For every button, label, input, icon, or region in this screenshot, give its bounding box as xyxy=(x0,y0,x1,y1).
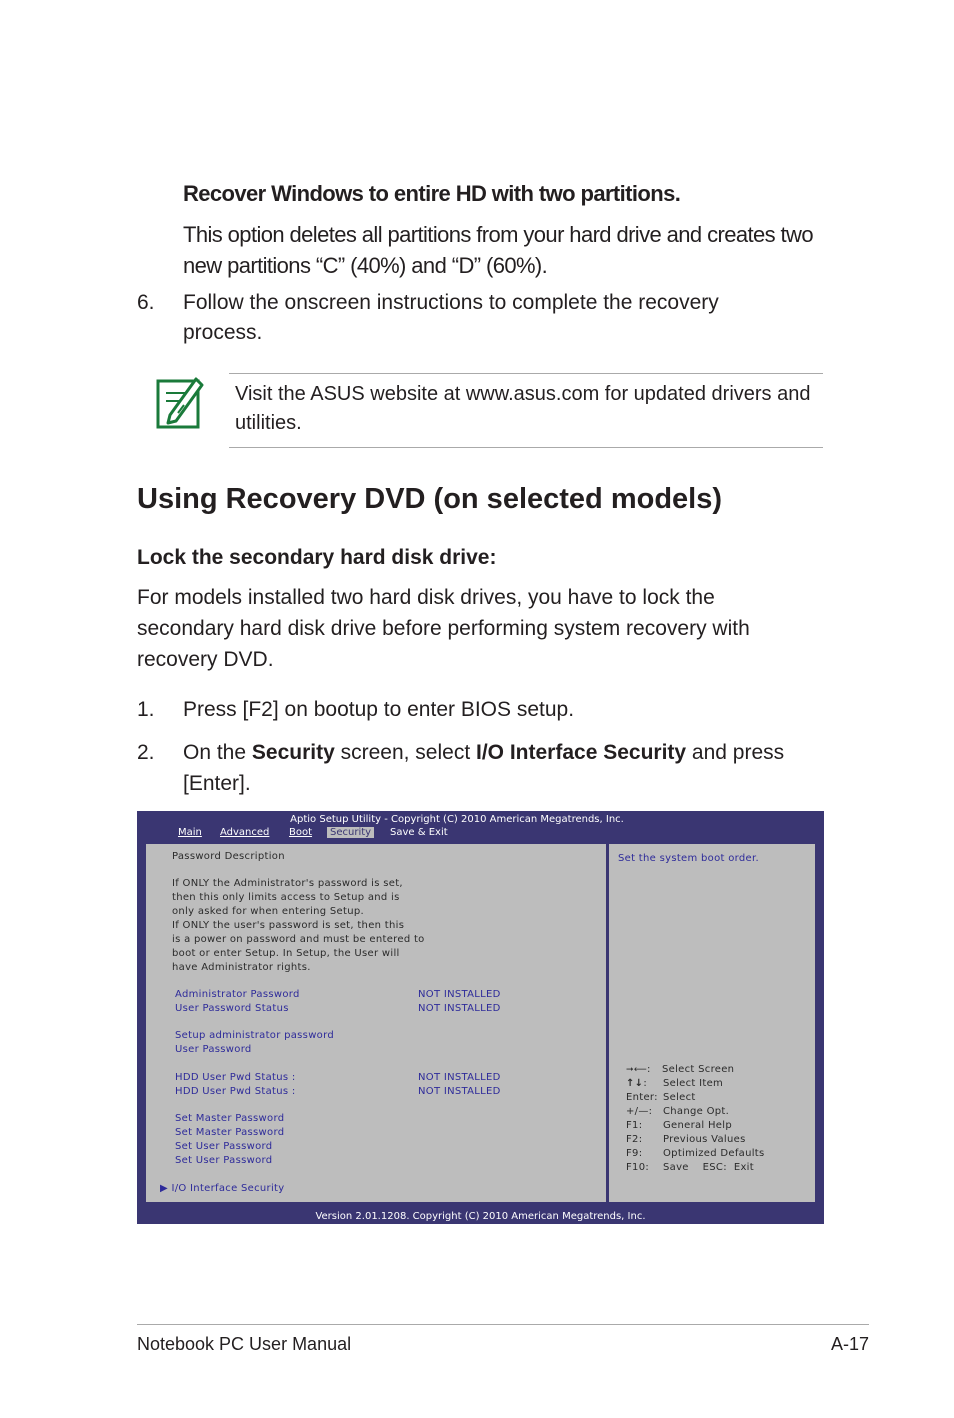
note-text-line-2: utilities. xyxy=(235,412,302,434)
bios-key-row: F9: Optimized Defaults xyxy=(626,1148,765,1159)
bios-key-row: Enter: Select xyxy=(626,1092,696,1103)
bios-set-user-password[interactable]: Set User Password xyxy=(175,1141,273,1152)
intro-line-1: For models installed two hard disk drives, you have to lock the xyxy=(137,586,715,609)
note-top-rule xyxy=(229,373,823,374)
bios-key-row: ↑↓: Select Item xyxy=(626,1078,724,1089)
left-right-arrows-icon: ➞⟵ xyxy=(626,1065,648,1075)
bios-hdd-status-value: NOT INSTALLED xyxy=(418,1086,501,1097)
bios-desc-line: If ONLY the Administrator's password is set, xyxy=(172,878,403,889)
note-text-line-1: Visit the ASUS website at www.asus.com for updated drivers and xyxy=(235,383,811,405)
bios-footer: Version 2.01.1208. Copyright (C) 2010 American Megatrends, Inc. xyxy=(315,1211,646,1222)
bios-hdd-status-value: NOT INSTALLED xyxy=(418,1072,501,1083)
submenu-arrow-icon: ▶ xyxy=(160,1183,168,1194)
step-2-post: and press xyxy=(686,741,785,764)
bios-key-row: F2: Previous Values xyxy=(626,1134,746,1145)
recover-description-line-2: new partitions “C” (40%) and “D” (60%). xyxy=(183,253,548,278)
bios-hdd-status-label: HDD User Pwd Status : xyxy=(175,1086,296,1097)
bios-desc-line: only asked for when entering Setup. xyxy=(172,906,364,917)
step-2-security: Security xyxy=(251,741,335,764)
bios-desc-line: is a power on password and must be entered to xyxy=(172,934,425,945)
bios-tab-save-exit[interactable]: Save & Exit xyxy=(390,827,448,838)
bios-status-value: NOT INSTALLED xyxy=(418,1003,501,1014)
bios-help-text: Set the system boot order. xyxy=(618,853,759,864)
bios-key-desc: Save ESC: Exit xyxy=(663,1162,754,1173)
step-2-mid: screen, select xyxy=(334,741,476,764)
step-1-number: 1. xyxy=(137,698,155,721)
bios-help-pane xyxy=(609,844,815,1202)
bios-status-label: User Password Status xyxy=(175,1003,289,1014)
page-number: A-17 xyxy=(830,1334,869,1354)
bios-left-pane xyxy=(146,844,606,1202)
step-2-io-security: I/O Interface Security xyxy=(476,741,687,764)
bios-key-row: F10: Save ESC: Exit xyxy=(626,1162,754,1173)
bios-key-desc: General Help xyxy=(663,1120,732,1131)
note-pencil-icon xyxy=(156,375,206,431)
bios-tab-main[interactable]: Main xyxy=(178,827,202,838)
bios-set-master-password[interactable]: Set Master Password xyxy=(175,1127,285,1138)
bios-tab-advanced[interactable]: Advanced xyxy=(220,827,270,838)
bios-key-desc: Select Item xyxy=(663,1078,724,1089)
bios-tab-security[interactable]: Security xyxy=(327,827,374,838)
bios-key-desc: Change Opt. xyxy=(663,1106,730,1117)
bios-set-user-password[interactable]: Set User Password xyxy=(175,1155,273,1166)
footer-rule xyxy=(137,1324,869,1325)
bios-key-row: +/—: Change Opt. xyxy=(626,1106,730,1117)
up-down-arrows-icon: ↑↓ xyxy=(626,1078,644,1089)
bios-status-value: NOT INSTALLED xyxy=(418,989,501,1000)
step-2-line-1 xyxy=(183,737,784,768)
bios-io-interface-security[interactable] xyxy=(160,1182,284,1196)
note-bottom-rule xyxy=(229,447,823,448)
bios-main-panel xyxy=(144,842,817,1204)
bios-screenshot xyxy=(137,811,824,1224)
footer-manual-title: Notebook PC User Manual xyxy=(137,1334,352,1354)
step-6-line-2: process. xyxy=(183,321,263,344)
bios-key-desc: Previous Values xyxy=(663,1134,746,1145)
step-2-line-2: [Enter]. xyxy=(183,772,251,795)
bios-key-desc: Optimized Defaults xyxy=(663,1148,765,1159)
bios-setup-admin-password[interactable]: Setup administrator password xyxy=(175,1030,334,1041)
bios-status-label: Administrator Password xyxy=(175,989,300,1000)
bios-title: Aptio Setup Utility - Copyright (C) 2010 American Megatrends, Inc. xyxy=(290,814,624,825)
section-title: Using Recovery DVD (on selected models) xyxy=(137,483,722,515)
recover-description-line-1: This option deletes all partitions from your hard drive and creates two xyxy=(183,222,813,247)
bios-desc-title: Password Description xyxy=(172,851,285,862)
subheading: Lock the secondary hard disk drive: xyxy=(137,546,497,569)
bios-key-desc: Select Screen xyxy=(662,1064,735,1075)
bios-io-interface-security-label: I/O Interface Security xyxy=(171,1183,285,1194)
bios-user-password[interactable]: User Password xyxy=(175,1044,252,1055)
recover-heading: Recover Windows to entire HD with two partitions. xyxy=(183,181,681,206)
bios-key-row: F1: General Help xyxy=(626,1120,732,1131)
bios-tab-boot[interactable]: Boot xyxy=(289,827,313,838)
step-2-number: 2. xyxy=(137,741,155,764)
step-6-number: 6. xyxy=(137,291,155,314)
step-6-line-1: Follow the onscreen instructions to complete the recovery xyxy=(183,291,719,314)
bios-desc-line: If ONLY the user's password is set, then this xyxy=(172,920,405,931)
step-2-pre: On the xyxy=(183,741,252,764)
bios-hdd-status-label: HDD User Pwd Status : xyxy=(175,1072,296,1083)
step-1-text: Press [F2] on bootup to enter BIOS setup. xyxy=(183,698,575,721)
bios-key-row: ➞⟵: Select Screen xyxy=(626,1064,735,1075)
bios-desc-line: boot or enter Setup. In Setup, the User will xyxy=(172,948,400,959)
bios-desc-line: have Administrator rights. xyxy=(172,962,311,973)
bios-desc-line: then this only limits access to Setup and is xyxy=(172,892,400,903)
bios-set-master-password[interactable]: Set Master Password xyxy=(175,1113,285,1124)
intro-line-3: recovery DVD. xyxy=(137,648,274,671)
intro-line-2: secondary hard disk drive before performing system recovery with xyxy=(137,617,750,640)
bios-key-desc: Select xyxy=(663,1092,696,1103)
